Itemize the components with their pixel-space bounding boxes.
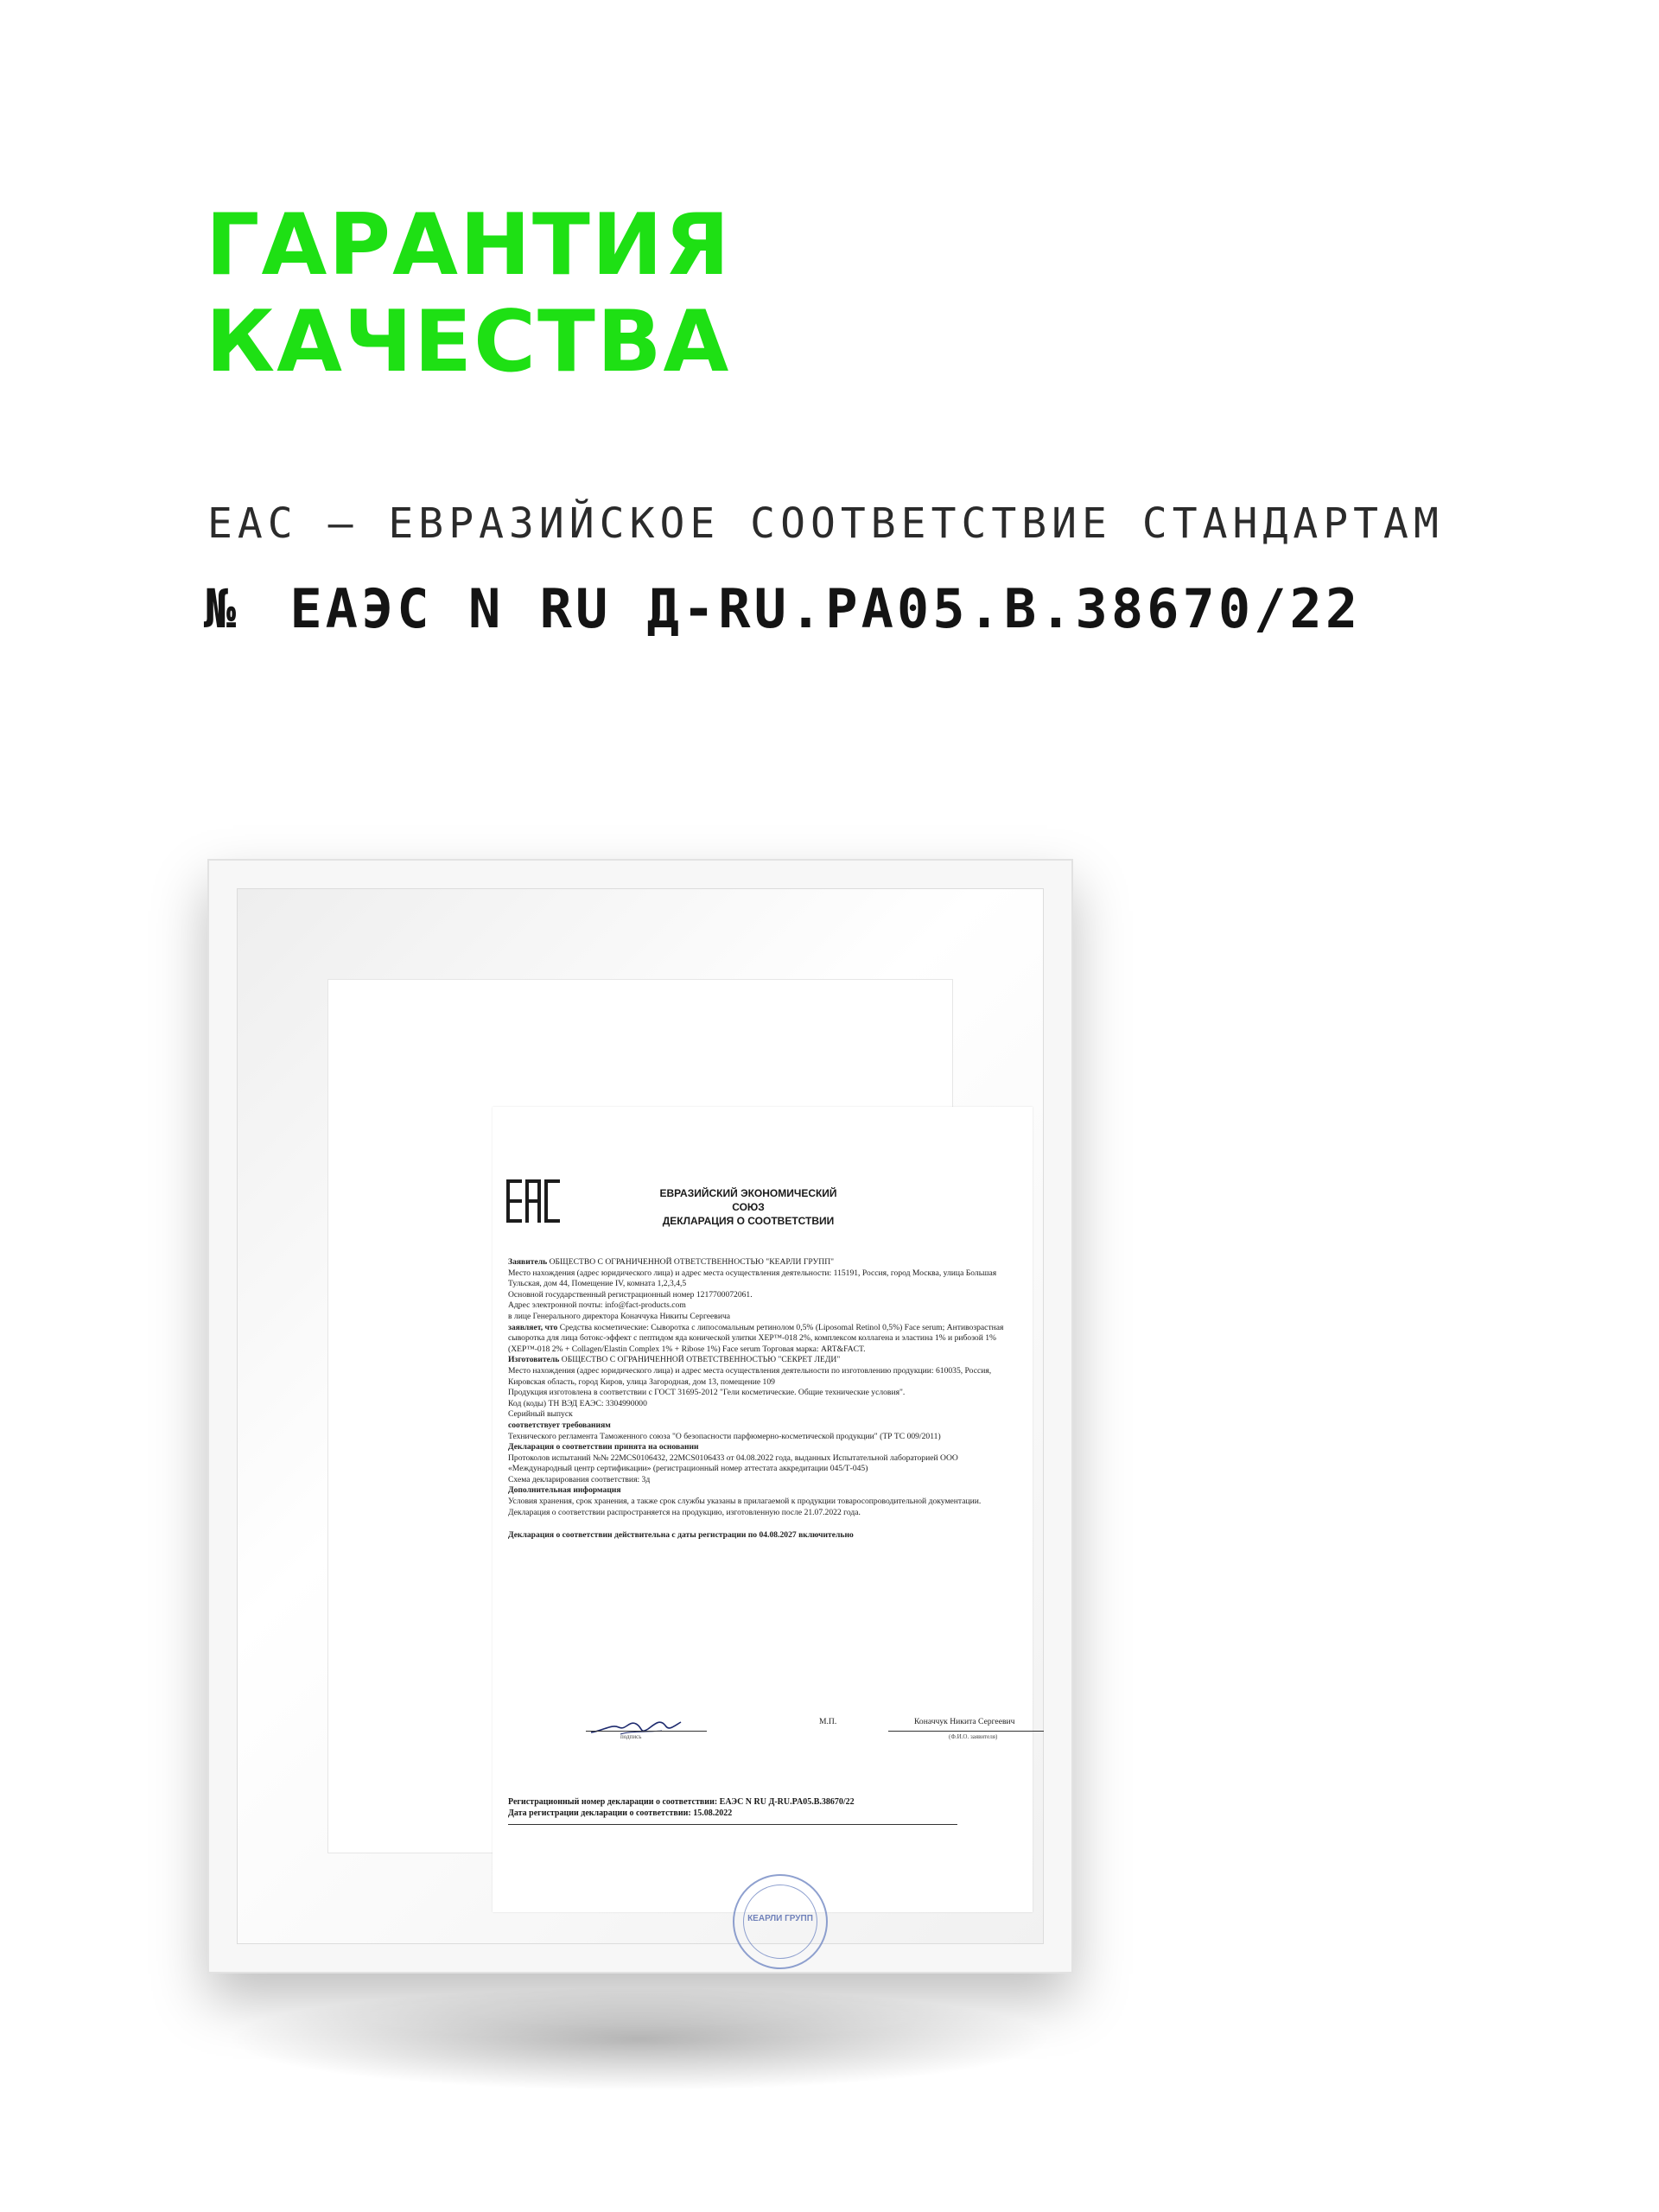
test-protocols: Протоколов испытаний №№ 22MCS0106432, 22MCS0106433 от 04.08.2022 года, выданных Испытательной лабораторией ООО «Международный центр сертификации» (регистрационный номер аттестата аккредитации 045/Т-045) [508, 1452, 958, 1474]
signer-name: Коначчук Никита Сергеевич [914, 1717, 1015, 1726]
company-seal [733, 1874, 828, 1969]
signature-row [586, 1705, 1018, 1746]
union-name: ЕВРАЗИЙСКИЙ ЭКОНОМИЧЕСКИЙ СОЮЗ [659, 1187, 837, 1213]
certificate-document [493, 1107, 1033, 1923]
basis-label: Декларация о соответствии принята на основании [508, 1442, 699, 1452]
registration-block [508, 1796, 957, 1825]
eac-subtitle: EAC – ЕВРАЗИЙСКОЕ СООТВЕТСТВИЕ СТАНДАРТАМ [207, 499, 1444, 548]
eac-logo-letter-c [544, 1179, 560, 1223]
manufacturer-name: ОБЩЕСТВО С ОГРАНИЧЕННОЙ ОТВЕТСТВЕННОСТЬЮ "СЕКРЕТ ЛЕДИ" [561, 1355, 841, 1365]
eac-logo-letter-e [506, 1179, 522, 1223]
serial-release: Серийный выпуск [508, 1409, 573, 1420]
eac-logo [506, 1179, 563, 1223]
frame-shadow [225, 1987, 1054, 2091]
director: в лице Генерального директора Коначчука Никиты Сергеевича [508, 1311, 731, 1321]
manufacturer-label: Изготовитель [508, 1355, 560, 1365]
declares-label: заявляет, что [508, 1322, 558, 1332]
signature-line [586, 1731, 707, 1732]
picture-frame [207, 859, 1073, 1974]
ogrn: Основной государственный регистрационный номер 1217700072061. [508, 1289, 753, 1300]
extra-info-label: Дополнительная информация [508, 1485, 621, 1496]
applicant-label: Заявитель [508, 1257, 548, 1267]
registration-date: Дата регистрации декларации о соответствии: 15.08.2022 [508, 1808, 733, 1818]
complies-label: соответствует требованиям [508, 1420, 611, 1430]
declaration-number-value: ЕАЭС N RU Д-RU.PA05.B.38670/22 [289, 577, 1362, 640]
eac-logo-letter-a [525, 1179, 541, 1223]
certificate-body [508, 1257, 1023, 1541]
union-header [653, 1186, 843, 1228]
number-sign: № [204, 577, 240, 640]
declaration-scheme: Схема декларирования соответствия: 3д [508, 1474, 651, 1484]
registration-number: Регистрационный номер декларации о соответствии: ЕАЭС N RU Д-RU.PA05.B.38670/22 [508, 1797, 855, 1807]
declaration-title: ДЕКЛАРАЦИЯ О СООТВЕТСТВИИ [662, 1215, 835, 1227]
standard: Продукция изготовлена в соответствии с ГОСТ 31695-2012 "Гели косметические. Общие технические условия". [508, 1388, 906, 1398]
frame-mat [327, 979, 1015, 1923]
validity: Декларация о соответствии действительна с даты регистрации по 04.08.2027 включительно [508, 1530, 854, 1541]
regulation: Технического регламента Таможенного союза "О безопасности парфюмерно-косметической продукции" (ТР ТС 009/2011) [508, 1431, 941, 1441]
applicant-address: Место нахождения (адрес юридического лица) и адрес места осуществления деятельности: 115191, Россия, город Москва, улица Большая Тульская, дом 44, Помещение IV, комната 1,2,3,4,5 [508, 1268, 997, 1289]
headline-line-1: ГАРАНТИЯ [206, 196, 732, 295]
signer-caption: (Ф.И.О. заявителя) [949, 1733, 998, 1740]
signer-line [888, 1731, 1044, 1732]
stamp-place-label: М.П. [819, 1717, 837, 1726]
seal-text: КЕАРЛИ ГРУПП [747, 1914, 813, 1923]
tn-ved-code: Код (коды) ТН ВЭД ЕАЭС: 3304990000 [508, 1398, 647, 1408]
page-headline [206, 197, 731, 391]
manufacturer-address: Место нахождения (адрес юридического лица) и адрес места осуществления деятельности по изготовлению продукции: 610035, Россия, Кировская область, город Киров, улица Загородная, дом 13, помещение 109 [508, 1365, 992, 1387]
frame-moulding [237, 888, 1044, 1944]
email: Адрес электронной почты: info@fact-products.com [508, 1300, 686, 1311]
extra-info: Условия хранения, срок хранения, а также срок службы указаны в прилагаемой к продукции товаросопроводительной документации. Декларация о соответствии распространяется на продукцию, изготовленную после 21.07.2022 года. [508, 1497, 982, 1517]
declaration-number [204, 577, 1361, 640]
headline-line-2: КАЧЕСТВА [206, 293, 731, 391]
signature-caption: подпись [620, 1733, 642, 1740]
product-description: Средства косметические: Сыворотка с липосомальным ретинолом 0,5% (Liposomal Retinol 0,5%) Face serum; Антивозрастная сыворотка для лица ботокс-эффект с пептидом яда конической улитки XEP™-018 2%, комплексом коллагена и эластина 1% и рибозой 1% (XEP™-018 2% + Collagen/Elastin Complex 1% + Ribose 1%) Face serum Торговая марка: ART&FACT. [508, 1322, 1004, 1354]
applicant-name: ОБЩЕСТВО С ОГРАНИЧЕННОЙ ОТВЕТСТВЕННОСТЬЮ "КЕАРЛИ ГРУПП" [549, 1257, 835, 1267]
